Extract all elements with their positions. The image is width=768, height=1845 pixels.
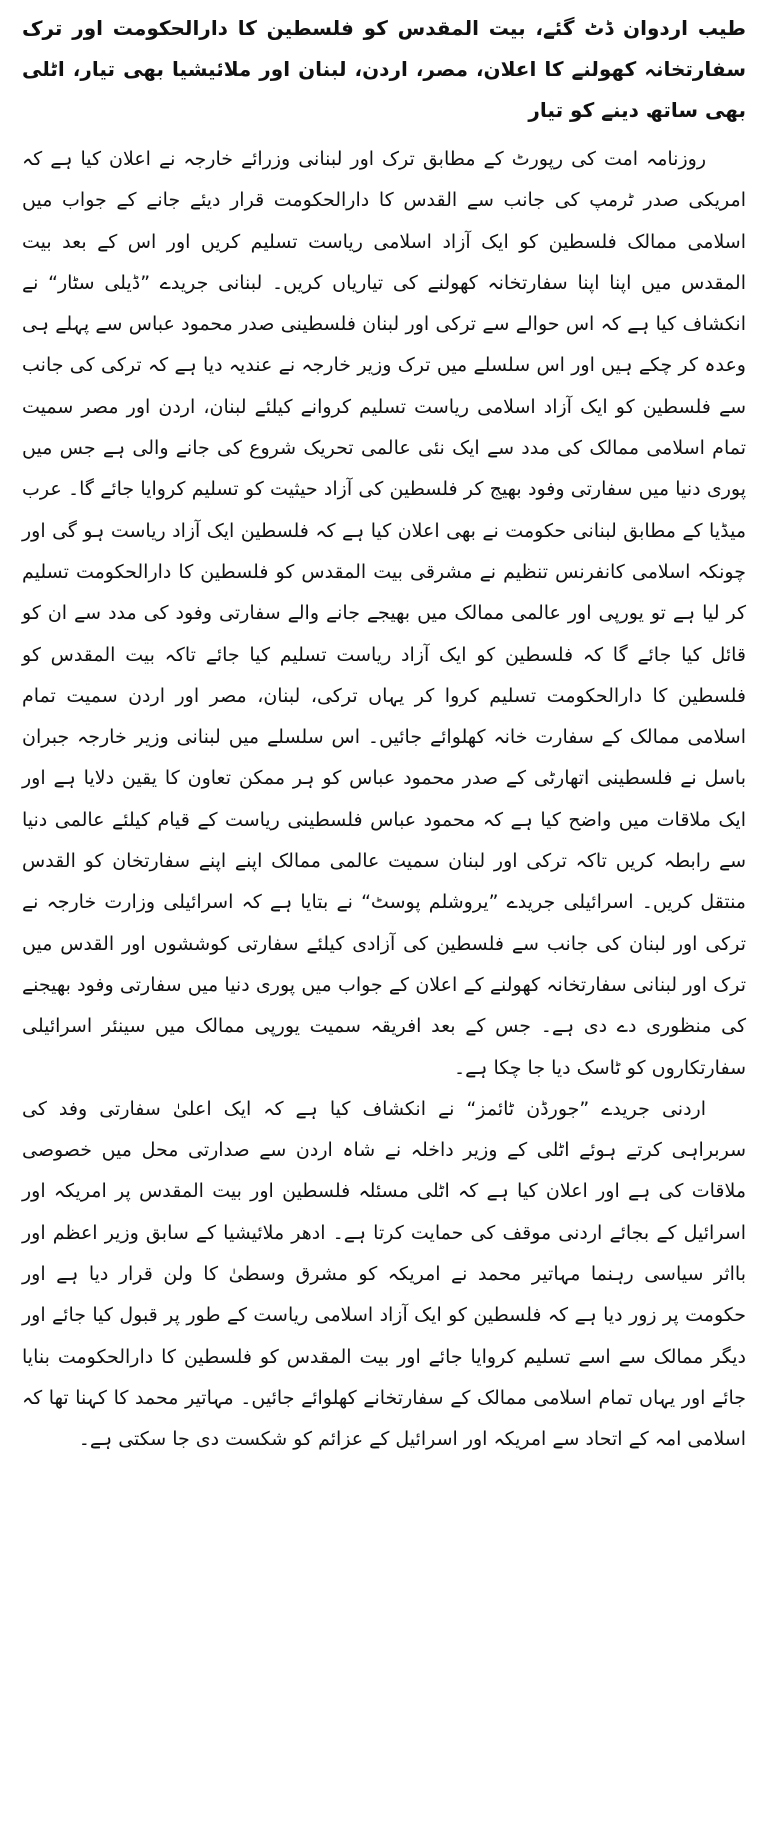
article-headline: طیب اردوان ڈٹ گئے، بیت المقدس کو فلسطین کا دارالحکومت اور ترک سفارتخانہ کھولنے کا اعلان، مصر، اردن، لبنان اور ملائیشیا بھی تیار، اٹلی بھی ساتھ دینے کو تیار — [22, 16, 746, 122]
article-paragraph-1: روزنامہ امت کی رپورٹ کے مطابق ترک اور لبنانی وزرائے خارجہ نے اعلان کیا ہے کہ امریکی صدر ٹرمپ کی جانب سے القدس کا دارالحکومت قرار دیئے جانے کے جواب میں اسلامی ممالک فلسطین کو ایک آزاد اسلامی ریاست تسلیم کریں اور اس کے بعد بیت المقدس میں اپنا اپنا سفارتخانہ کھولنے کی تیاریاں کریں۔ لبنانی جریدے ”ڈیلی سٹار“ نے انکشاف کیا ہے کہ اس حوالے سے ترکی اور لبنان فلسطینی صدر محمود عباس سے پہلے ہی وعدہ کر چکے ہیں اور اس سلسلے میں ترک وزیر خارجہ نے عندیہ دیا ہے کہ ترکی کی جانب سے فلسطین کو ایک آزاد اسلامی ریاست تسلیم کروانے کیلئے لبنان، اردن اور مصر سمیت تمام اسلامی ممالک کی مدد سے ایک نئی عالمی تحریک شروع کی جانے والی ہے جس میں پوری دنیا میں سفارتی وفود بھیج کر فلسطین کی آزاد حیثیت کو تسلیم کروایا جائے گا۔ عرب میڈیا کے مطابق لبنانی حکومت نے بھی اعلان کیا ہے کہ فلسطین ایک آزاد ریاست ہو گی اور چونکہ اسلامی کانفرنس تنظیم نے مشرقی بیت المقدس کو فلسطین کا دارالحکومت تسلیم کر لیا ہے تو یورپی اور عالمی ممالک میں بھیجے جانے والے سفارتی وفود کی مدد سے ان کو قائل کیا جائے گا کہ فلسطین کو ایک آزاد ریاست تسلیم کیا جائے تاکہ بیت المقدس کو فلسطین کا دارالحکومت تسلیم کروا کر یہاں ترکی، لبنان، مصر اور اردن سمیت تمام اسلامی ممالک کے سفارت خانہ کھلوائے جائیں۔ اس سلسلے میں لبنانی وزیر خارجہ جبران باسل نے فلسطینی اتھارٹی کے صدر محمود عباس کو ہر ممکن تعاون کا یقین دلایا ہے اور ایک ملاقات میں واضح کیا ہے کہ محمود عباس فلسطینی ریاست کے قیام کیلئے عالمی دنیا سے رابطہ کریں تاکہ ترکی اور لبنان سمیت عالمی ممالک اپنے اپنے سفارتخان کو القدس منتقل کریں۔ اسرائیلی جریدے ”یروشلم پوسٹ“ نے بتایا ہے کہ اسرائیلی وزارت خارجہ نے ترکی اور لبنان کی جانب سے فلسطین کی آزادی کیلئے سفارتی کوششوں اور القدس میں ترک اور لبنانی سفارتخانہ کھولنے کے اعلان کے جواب میں پوری دنیا میں سفارتی وفود بھیجنے کی منظوری دے دی ہے۔ جس کے بعد افریقہ سمیت یورپی ممالک میں سینئر اسرائیلی سفارتکاروں کو ٹاسک دیا جا چکا ہے۔ — [22, 148, 746, 1079]
article-paragraph-2: اردنی جریدے ”جورڈن ٹائمز“ نے انکشاف کیا ہے کہ ایک اعلیٰ سفارتی وفد کی سربراہی کرتے ہوئے اٹلی کے وزیر داخلہ نے شاہ اردن سے صدارتی محل میں خصوصی ملاقات کی ہے اور اعلان کیا ہے کہ اٹلی مسئلہ فلسطین اور بیت المقدس پر امریکہ اور اسرائیل کے بجائے اردنی موقف کی حمایت کرتا ہے۔ ادھر ملائیشیا کے سابق وزیر اعظم اور بااثر سیاسی رہنما مہاتیر محمد نے امریکہ کو مشرق وسطیٰ کا ولن قرار دیا ہے اور حکومت پر زور دیا ہے کہ فلسطین کو ایک آزاد اسلامی ریاست کے طور پر قبول کیا جائے اور دیگر ممالک سے اسے تسلیم کروایا جائے اور بیت المقدس کو فلسطین کا دارالحکومت بنایا جائے اور یہاں تمام اسلامی ممالک کے سفارتخانے کھلوائے جائیں۔ مہاتیر محمد کا کہنا تھا کہ اسلامی امہ کے اتحاد سے امریکہ اور اسرائیل کے عزائم کو شکست دی جا سکتی ہے۔ — [22, 1097, 746, 1451]
